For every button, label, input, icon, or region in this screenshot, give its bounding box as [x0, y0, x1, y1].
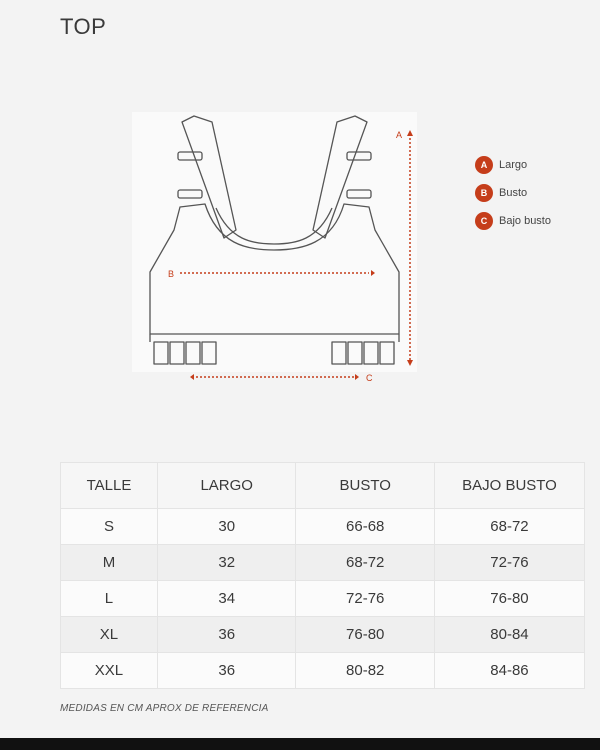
cell-largo: 32	[157, 545, 296, 581]
cell-busto: 66-68	[296, 509, 434, 545]
measure-c-marker: C	[366, 373, 373, 383]
size-chart-table	[60, 462, 585, 689]
measure-a-marker: A	[396, 130, 403, 140]
measurement-footnote: MEDIDAS EN CM APROX DE REFERENCIA	[60, 703, 269, 714]
cell-bajo-busto: 76-80	[434, 581, 584, 617]
legend-item-busto	[475, 183, 551, 203]
cell-bajo-busto: 68-72	[434, 509, 584, 545]
cell-busto: 80-82	[296, 653, 434, 689]
legend-badge-a: A	[475, 156, 493, 174]
table-row	[61, 509, 585, 545]
cell-largo: 36	[157, 653, 296, 689]
garment-diagram	[132, 112, 417, 383]
cell-bajo-busto: 72-76	[434, 545, 584, 581]
measure-b-marker: B	[168, 269, 175, 279]
cell-busto: 72-76	[296, 581, 434, 617]
table-row	[61, 617, 585, 653]
cell-talle: M	[61, 545, 158, 581]
cell-bajo-busto: 80-84	[434, 617, 584, 653]
cell-largo: 30	[157, 509, 296, 545]
header-bajo-busto: BAJO BUSTO	[434, 463, 584, 509]
cell-talle: XL	[61, 617, 158, 653]
cell-largo: 36	[157, 617, 296, 653]
header-busto: BUSTO	[296, 463, 434, 509]
cell-talle: S	[61, 509, 158, 545]
legend-label-largo: Largo	[499, 159, 528, 171]
cell-talle: L	[61, 581, 158, 617]
table-row	[61, 545, 585, 581]
cell-busto: 76-80	[296, 617, 434, 653]
header-talle: TALLE	[61, 463, 158, 509]
bottom-bar	[0, 738, 600, 750]
legend-badge-b: B	[475, 184, 493, 202]
cell-largo: 34	[157, 581, 296, 617]
sports-bra-illustration	[132, 112, 417, 383]
page-title: TOP	[60, 14, 107, 39]
cell-busto: 68-72	[296, 545, 434, 581]
cell-talle: XXL	[61, 653, 158, 689]
legend-item-largo	[475, 155, 551, 175]
measurement-legend	[475, 155, 551, 239]
legend-label-bajo-busto: Bajo busto	[499, 215, 551, 227]
table-row	[61, 653, 585, 689]
table-row	[61, 581, 585, 617]
header-largo: LARGO	[157, 463, 296, 509]
legend-badge-c: C	[475, 212, 493, 230]
table-header-row	[61, 463, 585, 509]
legend-label-busto: Busto	[499, 187, 528, 199]
legend-item-bajo-busto	[475, 211, 551, 231]
cell-bajo-busto: 84-86	[434, 653, 584, 689]
